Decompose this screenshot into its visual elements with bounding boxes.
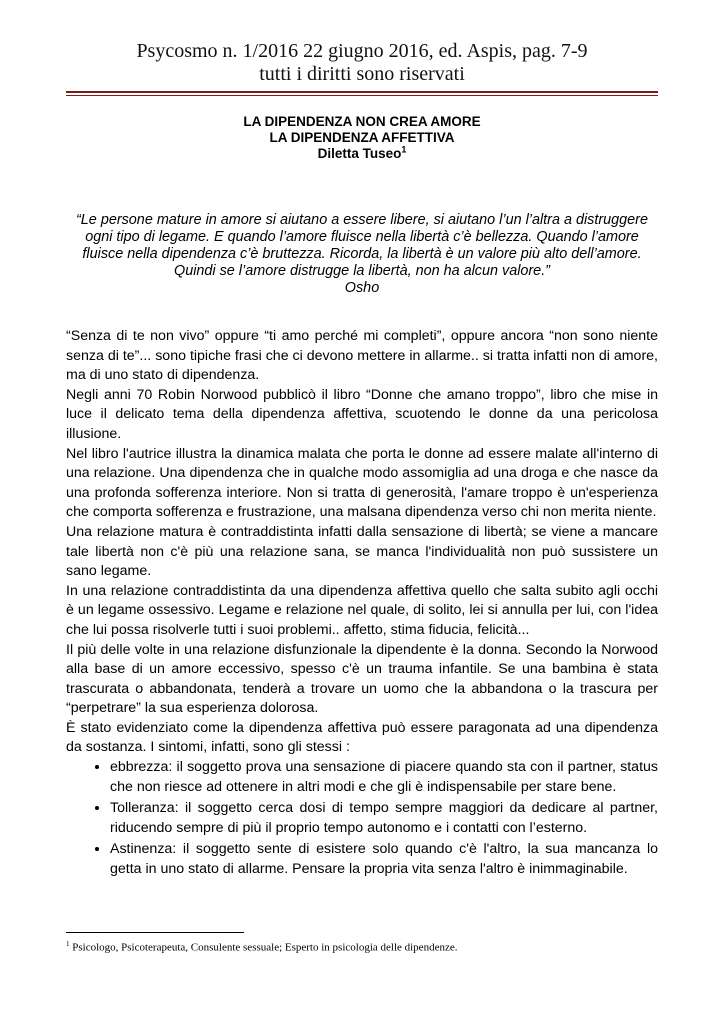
header-line-2: tutti i diritti sono riservati [259, 63, 465, 85]
header-line-1: Psycosmo n. 1/2016 22 giugno 2016, ed. Aspis, pag. 7-9 [136, 40, 588, 62]
epigraph-quote [66, 212, 658, 297]
footnote-number: 1 [66, 940, 70, 948]
list-item: • Tolleranza: il soggetto cerca dosi di tempo sempre maggiori da dedicare al partner, riducendo sempre di più il proprio tempo autonomo e i contatti con l’esterno. [110, 799, 658, 838]
author-line [0, 146, 724, 162]
header-rule-thin [66, 95, 658, 96]
header-rule [66, 91, 658, 93]
article-body [66, 327, 658, 882]
symptom-list [66, 758, 658, 880]
footnote [66, 937, 666, 955]
title-sub: LA DIPENDENZA AFFETTIVA [269, 130, 455, 145]
quote-text: “Le persone mature in amore si aiutano a essere libere, si aiutano l’un l’altra a distruggere ogni tipo di legame. E quando l’amore fluisce nella libertà c’è bellezza. Quando l’amore fluisce nella dipendenza c’è bruttezza. Ricorda, la libertà è un valore più alto dell’amore. Quindi se l’amore distrugge la libertà, non ha alcun valore.” [76, 212, 648, 279]
paragraph: In una relazione contraddistinta da una dipendenza affettiva quello che salta subito agli occhi è un legame ossessivo. Legame e relazione nel quale, di solito, lei si annulla per lui, con l'idea che lui possa risolverle tutti i suoi problemi.. affetto, stima fiducia, felicità... [66, 582, 658, 638]
paragraph: Negli anni 70 Robin Norwood pubblicò il libro “Donne che amano troppo”, libro che mise in luce il delicato tema della dipendenza affettiva, scuotendo le donne da una pericolosa illusione. [66, 386, 658, 442]
author-name: Diletta Tuseo [317, 146, 402, 161]
article-titles [0, 114, 724, 162]
footnote-rule [66, 932, 244, 933]
running-header [0, 40, 724, 86]
paragraph: “Senza di te non vivo” oppure “ti amo perché mi completi”, oppure ancora “non sono niente senza di te”... sono tipiche frasi che ci devono mettere in allarme.. si tratta infatti non di amore, ma di uno stato di dipendenza. [66, 328, 658, 384]
list-item: • ebbrezza: il soggetto prova una sensazione di piacere quando sta con il partner, status che non riesce ad ottenere in altri modi e che gli è indispensabile per stare bene. [110, 758, 658, 797]
footnote-ref[interactable]: 1 [401, 144, 407, 155]
paragraph: Una relazione matura è contraddistinta infatti dalla sensazione di libertà; se viene a mancare tale libertà non c'è più una relazione sana, se manca l'individualità non può sussistere un sano legame. [66, 523, 658, 580]
paragraph: Nel libro l'autrice illustra la dinamica malata che porta le donne ad essere malate all'interno di una relazione. Una dipendenza che in qualche modo assomiglia ad una droga e che nasce da una profonda sofferenza interiore. Non si tratta di generosità, l'amare troppo è un'esperienza che comporta sofferenza e frustrazione, una malsana dipendenza verso chi non merita niente. [66, 445, 658, 521]
footnote-text: Psicologo, Psicoterapeuta, Consulente sessuale; Esperto in psicologia delle dipendenze. [72, 941, 458, 954]
title-main: LA DIPENDENZA NON CREA AMORE [243, 114, 481, 129]
paragraph: Il più delle volte in una relazione disfunzionale la dipendente è la donna. Secondo la Norwood alla base di un amore eccessivo, spesso c'è un trauma infantile. Se una bambina è stata trascurata o abbandonata, tenderà a trovare un uomo che la abbandona o la trascura per “perpetrare” la sua esperienza dolorosa. [66, 641, 658, 717]
list-item: • Astinenza: il soggetto sente di esistere solo quando c'è l'altro, la sua mancanza lo getta in uno stato di allarme. Pensare la propria vita senza l'altro è inimmaginabile. [110, 840, 658, 879]
quote-attribution: Osho [344, 280, 380, 296]
paragraph: È stato evidenziato come la dipendenza affettiva può essere paragonata ad una dipendenza da sostanza. I sintomi, infatti, sono gli stessi : [66, 719, 658, 756]
